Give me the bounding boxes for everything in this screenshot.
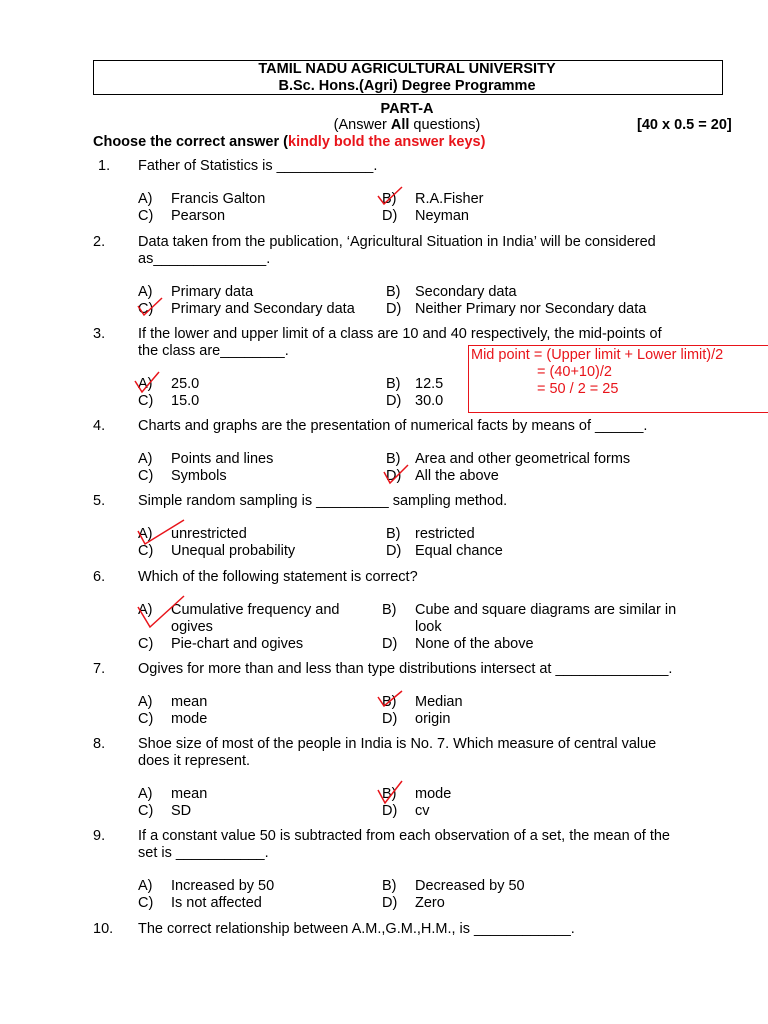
option-text: ogives [171,619,213,635]
question-text: does it represent. [138,753,251,769]
marks-scheme: [40 x 0.5 = 20] [637,117,732,133]
annotation-line: = (40+10)/2 [537,364,612,380]
option-text: Is not affected [171,895,262,911]
option-text: Pearson [171,208,226,224]
option-label: D) [382,803,398,819]
question-number: 2. [93,234,106,250]
option-label: A) [138,694,153,710]
annotation-line: Mid point = (Upper limit + Lower limit)/2 [471,347,724,363]
question-text: as______________. [138,251,271,267]
option-label: C) [138,468,154,484]
option-text: Unequal probability [171,543,296,559]
check-mark-icon [131,369,163,395]
option-label: C) [138,393,154,409]
check-mark-icon [134,593,188,631]
question-number: 7. [93,661,106,677]
question-number: 10. [93,921,114,937]
option-text: look [415,619,442,635]
question-text: If a constant value 50 is subtracted from each observation of a set, the mean of the [138,828,670,844]
option-label: C) [138,543,154,559]
annotation-line: = 50 / 2 = 25 [537,381,619,397]
option-label: D) [386,468,402,484]
option-label: A) [138,526,153,542]
option-label: D) [382,636,398,652]
option-text: Zero [415,895,445,911]
option-text: None of the above [415,636,534,652]
question-text: If the lower and upper limit of a class are 10 and 40 respectively, the mid-points of [138,326,662,342]
question-number: 1. [98,158,111,174]
option-text: Points and lines [171,451,274,467]
option-text: All the above [415,468,499,484]
option-text: Secondary data [415,284,517,300]
option-label: D) [382,208,398,224]
option-label: B) [382,694,397,710]
question-number: 6. [93,569,106,585]
option-text: restricted [415,526,475,542]
option-label: A) [138,191,153,207]
option-text: 12.5 [415,376,444,392]
option-text: mean [171,694,208,710]
part-title: PART-A [380,101,434,117]
question-number: 8. [93,736,106,752]
question-text: Ogives for more than and less than type distributions intersect at ______________. [138,661,673,677]
option-label: B) [382,878,397,894]
option-text: Equal chance [415,543,503,559]
option-label: B) [386,284,401,300]
option-text: mean [171,786,208,802]
option-label: C) [138,208,154,224]
option-label: D) [386,393,402,409]
option-label: C) [138,803,154,819]
check-mark-icon [374,778,406,808]
option-label: A) [138,878,153,894]
check-mark-icon [134,294,166,318]
programme-name: B.Sc. Hons.(Agri) Degree Programme [278,78,536,94]
question-text: Which of the following statement is correct? [138,569,418,585]
option-label: D) [382,711,398,727]
option-text: Neither Primary nor Secondary data [415,301,647,317]
question-number: 4. [93,418,106,434]
question-text: Shoe size of most of the people in India is No. 7. Which measure of central value [138,736,657,752]
question-number: 3. [93,326,106,342]
option-text: R.A.Fisher [415,191,484,207]
option-label: B) [382,191,397,207]
option-label: B) [386,451,401,467]
option-label: A) [138,786,153,802]
question-text: Data taken from the publication, ‘Agricultural Situation in India’ will be considered [138,234,656,250]
option-text: Francis Galton [171,191,266,207]
option-text: Primary and Secondary data [171,301,355,317]
option-label: A) [138,376,153,392]
option-label: C) [138,895,154,911]
option-text: 30.0 [415,393,444,409]
option-label: C) [138,711,154,727]
question-text: set is ___________. [138,845,269,861]
option-label: D) [382,895,398,911]
option-label: B) [382,786,397,802]
option-label: D) [386,543,402,559]
option-label: B) [386,526,401,542]
check-mark-icon [374,184,406,208]
option-label: C) [138,301,154,317]
option-text: Area and other geometrical forms [415,451,631,467]
option-text: 25.0 [171,376,200,392]
question-text: Father of Statistics is ____________. [138,158,378,174]
option-label: B) [386,376,401,392]
question-text: the class are________. [138,343,289,359]
question-number: 9. [93,828,106,844]
option-text: Median [415,694,463,710]
option-text: 15.0 [171,393,200,409]
option-text: Cube and square diagrams are similar in [415,602,677,618]
option-text: Pie-chart and ogives [171,636,304,652]
option-text: Decreased by 50 [415,878,525,894]
option-text: mode [171,711,208,727]
check-mark-icon [134,517,188,547]
question-text: Simple random sampling is _________ sampling method. [138,493,508,509]
option-text: Symbols [171,468,227,484]
option-text: Neyman [415,208,469,224]
option-text: Cumulative frequency and [171,602,340,618]
option-text: SD [171,803,192,819]
option-label: A) [138,602,153,618]
option-label: B) [382,602,397,618]
instruction: Choose the correct answer (kindly bold the answer keys) [93,134,486,150]
question-number: 5. [93,493,106,509]
check-mark-icon [380,462,412,486]
option-label: D) [386,301,402,317]
option-text: Increased by 50 [171,878,275,894]
check-mark-icon [374,688,406,712]
option-text: Primary data [171,284,254,300]
option-text: origin [415,711,451,727]
option-label: A) [138,284,153,300]
question-text: Charts and graphs are the presentation of numerical facts by means of ______. [138,418,648,434]
option-label: C) [138,636,154,652]
option-label: A) [138,451,153,467]
option-text: cv [415,803,430,819]
option-text: unrestricted [171,526,247,542]
answer-all-line: (Answer All questions) [333,117,481,133]
question-text: The correct relationship between A.M.,G.M.,H.M., is ____________. [138,921,575,937]
university-name: TAMIL NADU AGRICULTURAL UNIVERSITY [258,61,556,77]
option-text: mode [415,786,452,802]
